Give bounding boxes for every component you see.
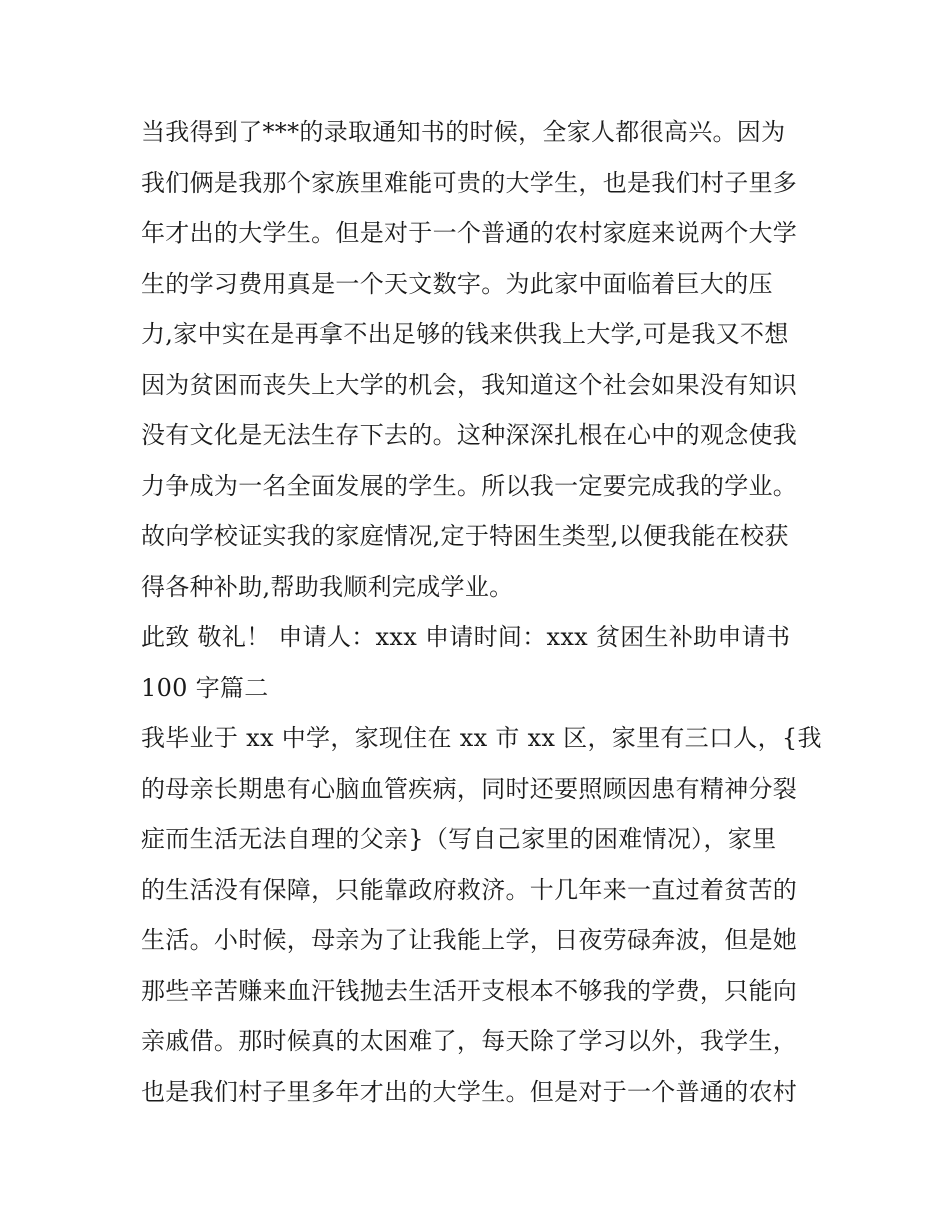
text-line: 的生活没有保障，只能靠政府救济。十几年来一直过着贫苦的: [141, 875, 798, 904]
text-line: 也是我们村子里多年才出的大学生。但是对于一个普通的农村: [141, 1077, 798, 1106]
text-line: 年才出的大学生。但是对于一个普通的农村家庭来说两个大学: [141, 219, 798, 247]
text-line: 当我得到了***的录取通知书的时候，全家人都很高兴。因为: [141, 118, 786, 146]
text-line: 我毕业于 xx 中学，家现住在 xx 市 xx 区，家里有三口人，{我: [141, 724, 822, 752]
text-line: 的母亲长期患有心脑血管疾病，同时还要照顾因患有精神分裂: [141, 774, 798, 803]
text-line: 故向学校证实我的家庭情况,定于特困生类型,以便我能在校获: [141, 522, 789, 550]
text-line: 得各种补助,帮助我顺利完成学业。: [141, 572, 514, 601]
text-line: 没有文化是无法生存下去的。这种深深扎根在心中的观念使我: [141, 421, 798, 449]
text-line: 因为贫困而丧失上大学的机会，我知道这个社会如果没有知识: [141, 370, 798, 399]
text-line: 力争成为一名全面发展的学生。所以我一定要完成我的学业。: [141, 471, 798, 500]
text-line: 生的学习费用真是一个天文数字。为此家中面临着巨大的压: [141, 269, 773, 298]
section-title: 100 字篇二: [141, 673, 269, 702]
text-line: 症而生活无法自理的父亲}（写自己家里的困难情况），家里: [141, 825, 777, 853]
text-line: 那些辛苦赚来血汗钱抛去生活开支根本不够我的学费，只能向: [141, 976, 798, 1005]
signature-line: 此致 敬礼！ 申请人：xxx 申请时间：xxx 贫困生补助申请书: [141, 623, 791, 651]
text-line: 力,家中实在是再拿不出足够的钱来供我上大学,可是我又不想: [141, 320, 789, 348]
text-line: 我们俩是我那个家族里难能可贵的大学生，也是我们村子里多: [141, 168, 798, 197]
document-body: [141, 107, 821, 1117]
text-line: 生活。小时候，母亲为了让我能上学，日夜劳碌奔波，但是她: [141, 926, 798, 954]
text-line: 亲戚借。那时候真的太困难了，每天除了学习以外，我学生，: [141, 1027, 798, 1055]
